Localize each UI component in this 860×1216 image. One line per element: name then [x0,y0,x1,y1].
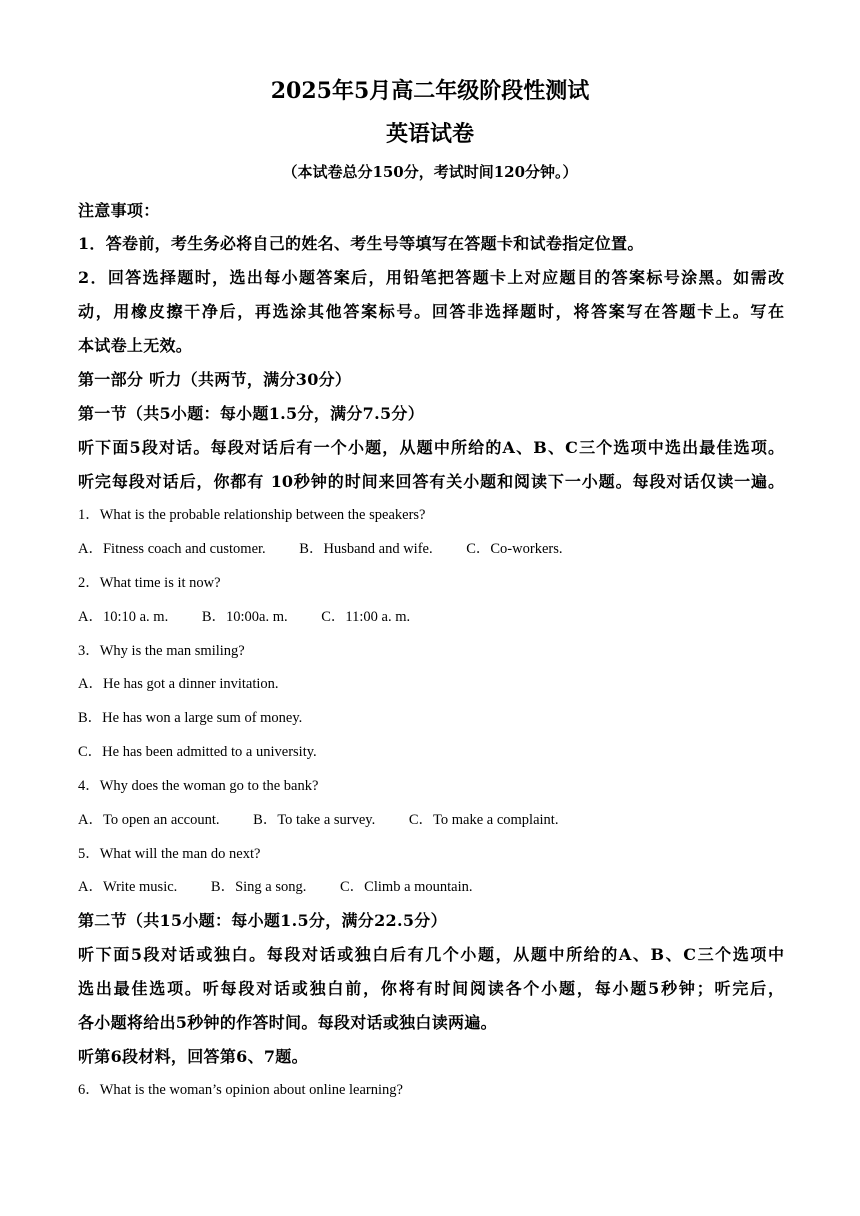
question-2-option-c: C．11:00 a. m. [321,609,411,625]
question-2-options [78,605,784,626]
note-item-2-line-2: 动，用橡皮擦干净后，再选涂其他答案标号。回答非选择题时，将答案写在答题卡上。写在 [78,302,784,321]
note-item-1: 1．答卷前，考生务必将自己的姓名、考生号等填写在答题卡和试卷指定位置。 [78,234,644,253]
part1-heading: 第一部分 听力（共两节，满分30分） [78,370,352,389]
question-5-stem: 5．What will the man do next? [78,846,261,862]
notes-heading: 注意事项： [78,201,160,220]
note-item-2-line-1: 2．回答选择题时，选出每小题答案后，用铅笔把答题卡上对应题目的答案标号涂黑。如需改 [78,268,784,287]
section1-heading: 第一节（共5小题：每小题1.5分，满分7.5分） [78,404,425,423]
question-6-stem: 6．What is the woman’s opinion about online learning? [78,1082,403,1098]
question-3-option-c: C．He has been admitted to a university. [78,744,317,760]
question-5-option-a: A．Write music. [78,879,178,895]
question-1-options [78,537,784,558]
section2-instruction-line-2: 选出最佳选项。听每段对话或独白前，你将有时间阅读各个小题，每小题5秒钟；听完后， [78,979,784,998]
exam-subject: 英语试卷 [385,121,474,147]
question-1-option-a: A．Fitness coach and customer. [78,541,266,557]
question-2-stem: 2．What time is it now? [78,575,221,591]
question-4-stem: 4．Why does the woman go to the bank? [78,778,319,794]
exam-info: （本试卷总分150分，考试时间120分钟。） [282,163,578,181]
section1-instruction-line-2: 听完每段对话后，你都有 10秒钟的时间来回答有关小题和阅读下一小题。每段对话仅读一遍。 [78,472,784,491]
section2-instruction-line-1: 听下面5段对话或独白。每段对话或独白后有几个小题，从题中所给的A、B、C三个选项中 [78,945,784,964]
question-4-option-c: C．To make a complaint. [408,812,559,828]
question-4-options [78,808,784,829]
question-4-option-b: B．To take a survey. [253,812,376,828]
question-5-option-c: C．Climb a mountain. [340,879,473,895]
exam-title: 2025年5月高二年级阶段性测试 [270,78,590,104]
question-5-options [78,875,784,896]
question-1-option-b: B．Husband and wife. [299,541,433,557]
question-4-option-a: A．To open an account. [78,812,220,828]
note-item-2-line-3: 本试卷上无效。 [78,336,193,355]
question-3-option-b: B．He has won a large sum of money. [78,710,303,726]
section1-instruction-line-1: 听下面5段对话。每段对话后有一个小题，从题中所给的A、B、C三个选项中选出最佳选项。 [78,438,784,457]
question-1-stem: 1．What is the probable relationship between the speakers? [78,507,426,523]
question-1-option-c: C．Co-workers. [466,541,563,557]
question-2-option-b: B．10:00a. m. [201,609,288,625]
question-5-option-b: B．Sing a song. [210,879,307,895]
section2-heading: 第二节（共15小题：每小题1.5分，满分22.5分） [78,911,447,930]
question-3-option-a: A．He has got a dinner invitation. [78,676,279,692]
section2-instruction-line-3: 各小题将给出5秒钟的作答时间。每段对话或独白读两遍。 [78,1013,497,1032]
question-2-option-a: A．10:10 a. m. [78,609,169,625]
question-3-stem: 3．Why is the man smiling? [78,643,245,659]
material-6-heading: 听第6段材料，回答第6、7题。 [78,1047,308,1066]
